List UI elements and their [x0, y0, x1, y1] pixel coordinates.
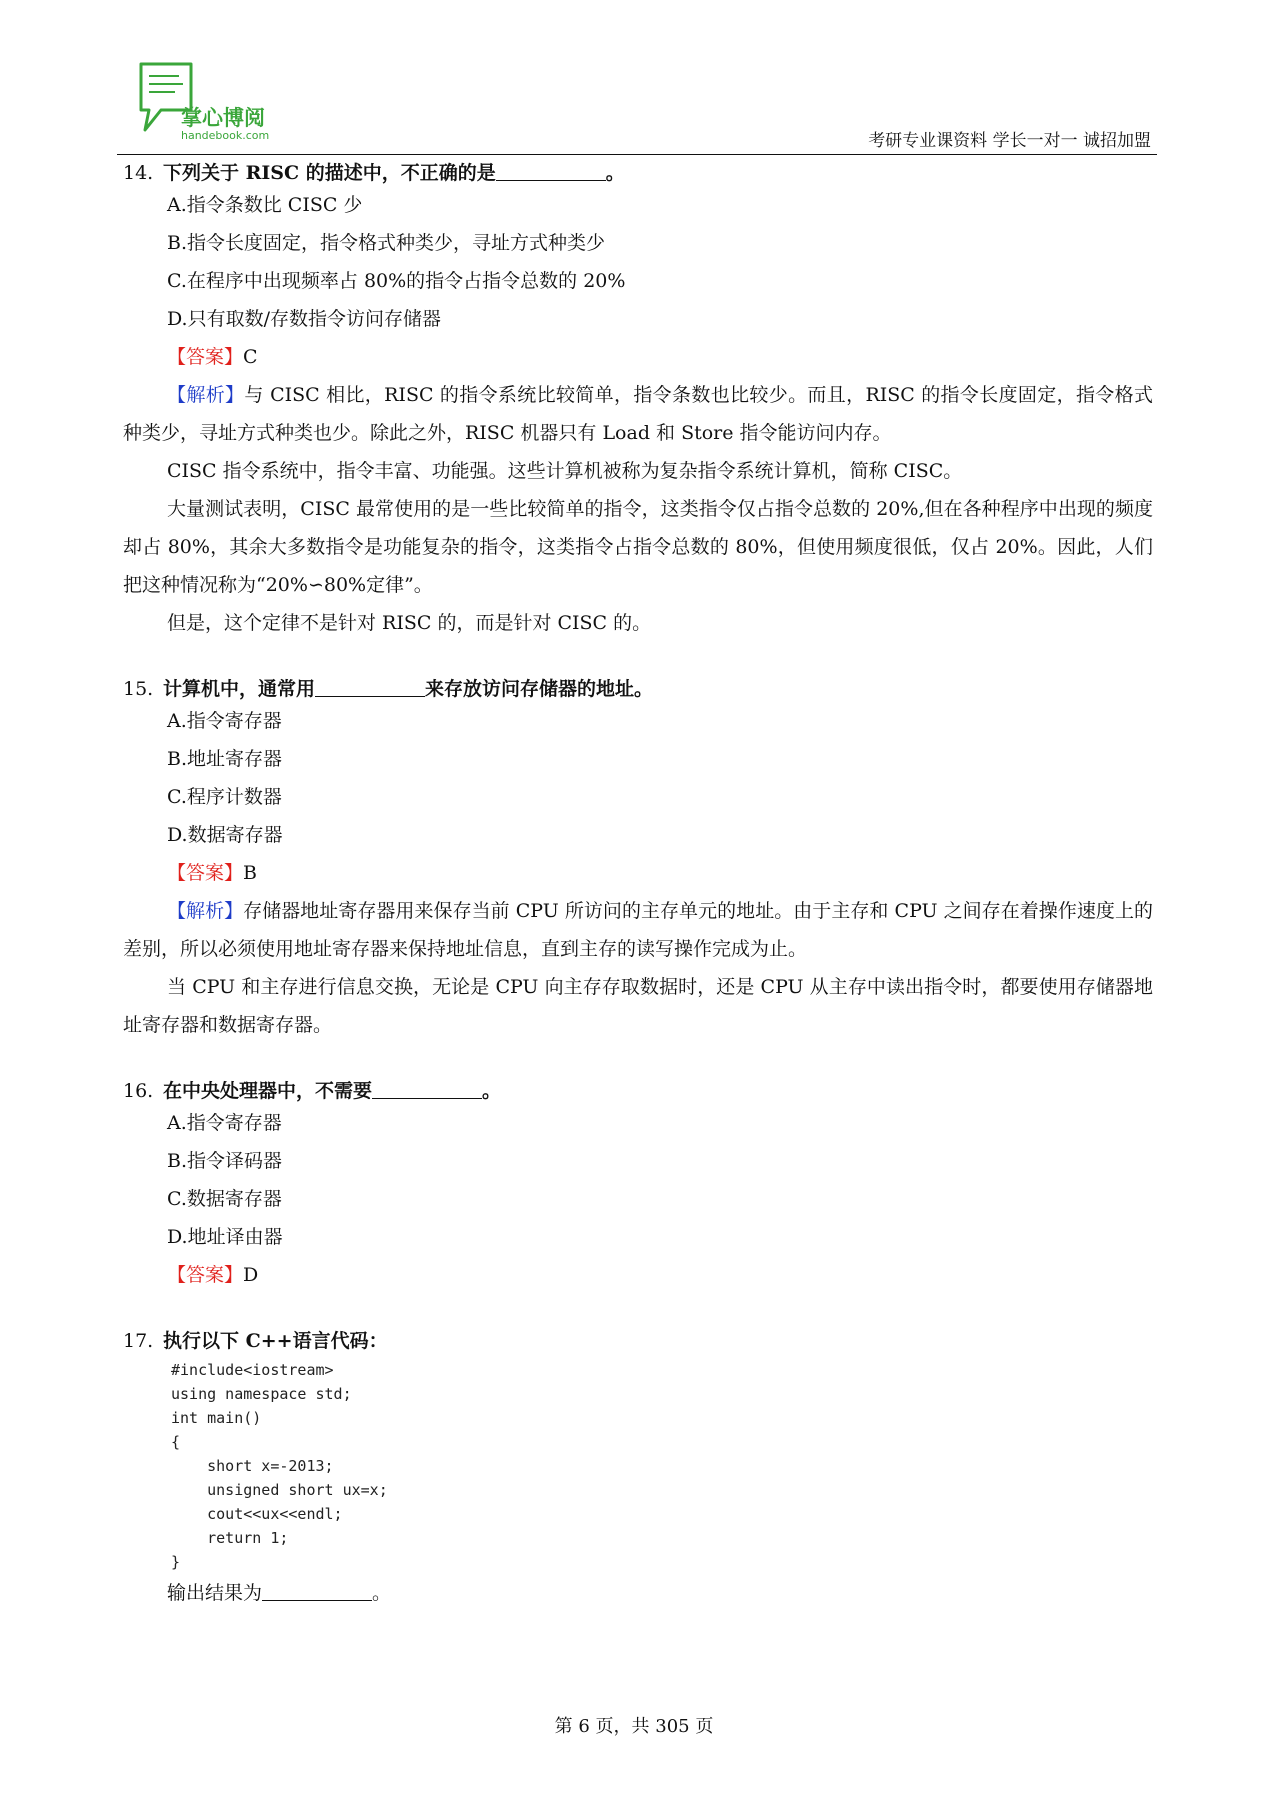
page-header [117, 58, 1157, 156]
answer-value: D [243, 1264, 259, 1286]
explanation-paragraph: 【解析】存储器地址寄存器用来保存当前 CPU 所访问的主存单元的地址。由于主存和 CPU 之间存在着操作速度上的差别，所以必须使用地址寄存器来保持地址信息，直到主存的读写操作完成为止。 [123, 900, 1153, 960]
page-footer: 第 6 页，共 305 页 [554, 1716, 714, 1737]
option-b: B.指令长度固定，指令格式种类少，寻址方式种类少 [167, 232, 606, 254]
logo-text: 掌心博阅 [181, 106, 265, 130]
option-a: A.指令寄存器 [167, 710, 282, 732]
answer-label: 【答案】 [167, 346, 244, 368]
code-block: #include<iostream> using namespace std; int main() { short x=-2013; unsigned short ux=x; cout<<ux<<endl; return 1; } [171, 1361, 388, 1571]
question-number: 15. [123, 678, 154, 700]
question-number: 14. [123, 162, 154, 184]
question-number: 17. [123, 1330, 154, 1352]
logo [135, 58, 355, 148]
question-number: 16. [123, 1080, 154, 1102]
answer-blank [262, 1582, 372, 1601]
option-a: A.指令寄存器 [167, 1112, 282, 1134]
answer-label: 【答案】 [167, 1264, 244, 1286]
option-d: D.只有取数/存数指令访问存储器 [167, 308, 441, 330]
question-16-stem: 16. 在中央处理器中，不需要 。 [123, 1080, 502, 1102]
answer-line [123, 1256, 1153, 1294]
answer-line [123, 854, 1153, 892]
option-a: A.指令条数比 CISC 少 [167, 194, 363, 216]
answer-blank [496, 162, 606, 181]
output-line: 输出结果为 。 [167, 1582, 392, 1604]
header-divider [117, 154, 1157, 155]
logo-url: handebook.com [181, 129, 270, 142]
explanation-paragraph: 【解析】与 CISC 相比，RISC 的指令系统比较简单，指令条数也比较少。而且，RISC 的指令长度固定，指令格式种类少，寻址方式种类也少。除此之外，RISC 机器只有 Load 和 Store 指令能访问内存。 [123, 384, 1153, 444]
answer-line [123, 338, 1153, 376]
header-slogan: 考研专业课资料 学长一对一 诚招加盟 [868, 131, 1151, 151]
answer-blank [315, 678, 425, 697]
question-15-stem: 15. 计算机中，通常用 来存放访问存储器的地址。 [123, 678, 654, 700]
question-17-stem: 17. 执行以下 C++语言代码： [123, 1330, 388, 1352]
explanation-label: 【解析】 [167, 384, 245, 406]
explanation-paragraph: CISC 指令系统中，指令丰富、功能强。这些计算机被称为复杂指令系统计算机，简称 CISC。 [167, 460, 963, 482]
explanation-paragraph: 当 CPU 和主存进行信息交换，无论是 CPU 向主存存取数据时，还是 CPU 从主存中读出指令时，都要使用存储器地址寄存器和数据寄存器。 [123, 976, 1153, 1036]
option-c: C.程序计数器 [167, 786, 282, 808]
option-c: C.在程序中出现频率占 80%的指令占指令总数的 20% [167, 270, 626, 292]
answer-value: C [243, 346, 258, 368]
option-d: D.数据寄存器 [167, 824, 283, 846]
option-b: B.指令译码器 [167, 1150, 283, 1172]
page-content [123, 160, 1153, 1612]
answer-value: B [243, 862, 257, 884]
answer-blank [372, 1080, 482, 1099]
option-d: D.地址译由器 [167, 1226, 283, 1248]
answer-label: 【答案】 [167, 862, 244, 884]
option-c: C.数据寄存器 [167, 1188, 282, 1210]
option-b: B.地址寄存器 [167, 748, 283, 770]
explanation-paragraph: 大量测试表明，CISC 最常使用的是一些比较简单的指令，这类指令仅占指令总数的 20%,但在各种程序中出现的频度却占 80%，其余大多数指令是功能复杂的指令，这类指令占指令总数的 80%，但使用频度很低，仅占 20%。因此，人们把这种情况称为“20%∽80%定律”。 [123, 498, 1153, 596]
question-14-stem: 14. 下列关于 RISC 的描述中，不正确的是 。 [123, 162, 625, 184]
explanation-label: 【解析】 [167, 900, 244, 922]
explanation-paragraph: 但是，这个定律不是针对 RISC 的，而是针对 CISC 的。 [167, 612, 652, 634]
